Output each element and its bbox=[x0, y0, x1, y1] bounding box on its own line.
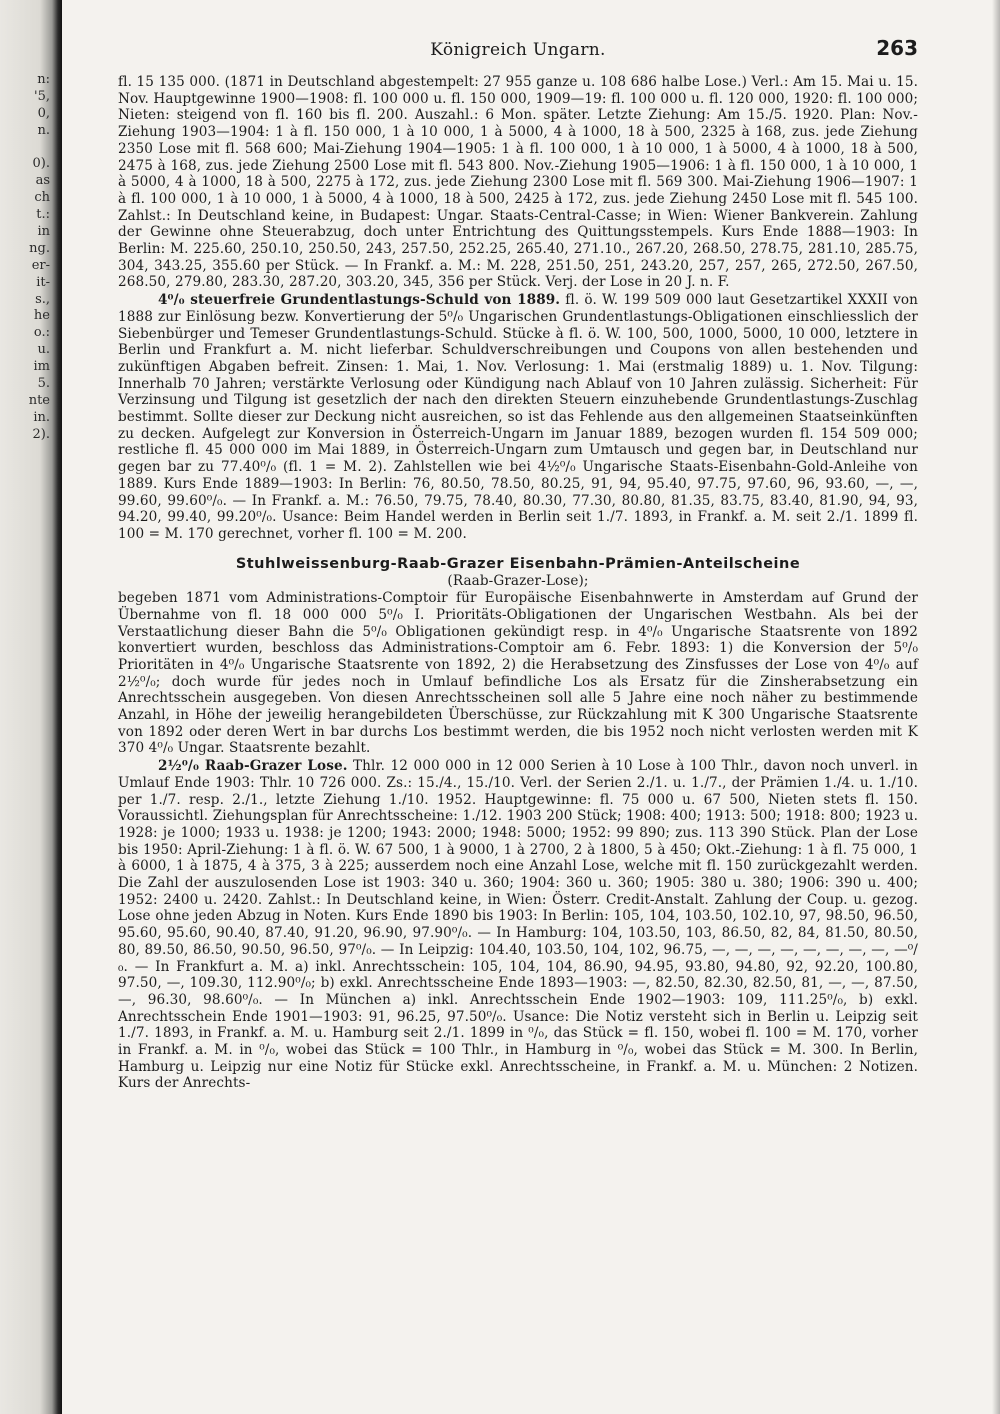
fragment-line: n: bbox=[37, 72, 50, 87]
paragraph-grundentlastungs-schuld bbox=[118, 292, 918, 543]
fragment-line: as bbox=[35, 173, 50, 189]
fragment-line: in. bbox=[33, 409, 50, 425]
fragment-line: er- bbox=[31, 257, 50, 273]
fragment-line: ng. bbox=[29, 240, 50, 256]
fragment-line: o.: bbox=[33, 325, 50, 341]
fragment-line: ch bbox=[34, 190, 50, 206]
entry-body: fl. ö. W. 199 509 000 laut Gesetzartikel XXXII von 1888 zur Einlösung bezw. Konvertierung der 5⁰/₀ Ungarischen Grundentlastungs-Obligationen einschliesslich der Siebenbürger und Temeser Grundentlastungs-Schuld. Stücke à fl. ö. W. 100, 500, 1000, 5000, 10 000, letztere in Berlin und Frankfurt a. M. nicht lieferbar. Schuldverschreibungen und Coupons von allen bestehenden und zukünftigen Abgaben befreit. Zinsen: 1. Mai, 1. Nov. Verlosung: 1. Mai (erstmalig 1889) u. 1. Nov. Tilgung: Innerhalb 70 Jahren; verstärkte Verlosung oder Kündigung nach Ablauf von 10 Jahren zulässig. Sicherheit: Für Verzinsung und Tilgung ist gesetzlich der nach den direkten Steuern einzuhebende Grundentlastungs-Zuschlag bestimmt. Sollte dieser zur Deckung nicht ausreichen, so ist das Fehlende aus den allgemeinen Staatseinkünften zu decken. Aufgelegt zur Konversion in Österreich-Ungarn im Januar 1889, bezogen wurden fl. 154 509 000; restliche fl. 45 000 000 im Mai 1889, in Österreich-Ungarn zum Umtausch und gegen bar, in Deutschland nur gegen bar zu 77.40⁰/₀ (fl. 1 = M. 2). Zahlstellen wie bei 4½⁰/₀ Ungarische Staats-Eisenbahn-Gold-Anleihe von 1889. Kurs Ende 1889—1903: In Berlin: 76, 80.50, 78.50, 80.25, 91, 94, 95.40, 97.75, 97.60, 96, 93.60, —, —, 99.60, 99.60⁰/₀. — In Frankf. a. M.: 76.50, 79.75, 78.40, 80.30, 77.30, 80.80, 81.35, 83.75, 83.40, 81.90, 94, 93, 94.20, 99.40, 99.20⁰/₀. Usance: Beim Handel werden in Berlin seit 1./7. 1893, in Frankf. a. M. seit 2./1. 1899 fl. 100 = M. 170 gerechnet, vorher fl. 100 = M. 200. bbox=[118, 292, 919, 542]
running-head: Königreich Ungarn. bbox=[430, 40, 606, 60]
fragment-line: 0, bbox=[37, 105, 50, 121]
entry-body: Thlr. 12 000 000 in 12 000 Serien à 10 Lose à 100 Thlr., davon noch unverl. in Umlauf Ende 1903: Thlr. 10 726 000. Zs.: 15./4., 15./10. Verl. der Serien 2./1. u. 1./7., der Prämien 1./4. u. 1./10. per 1./7. resp. 2./1., letzte Ziehung 1./10. 1952. Hauptgewinne: fl. 75 000 u. 67 500, Nieten stets fl. 150. Voraussichtl. Ziehungsplan für Anrechtsscheine: 1./12. 1903 200 Stück; 1908: 400; 1913: 500; 1918: 800; 1923 u. 1928: je 1000; 1933 u. 1938: je 1200; 1943: 2000; 1948: 5000; 1952: 99 890; zus. 113 390 Stück. Plan der Lose bis 1950: April-Ziehung: 1 à fl. ö. W. 67 500, 1 à 9000, 1 à 2700, 2 à 1800, 5 à 450; Okt.-Ziehung: 1 à fl. 75 000, 1 à 6000, 1 à 1875, 4 à 375, 3 à 225; ausserdem noch eine Anzahl Lose, welche mit fl. 150 zurückgezahlt werden. Die Zahl der auszulosenden Lose ist 1903: 340 u. 360; 1904: 360 u. 360; 1905: 380 u. 380; 1906: 390 u. 400; 1952: 2400 u. 2420. Zahlst.: In Deutschland keine, in Wien: Österr. Credit-Anstalt. Zahlung der Coup. u. gezog. Lose ohne jeden Abzug in Noten. Kurs Ende 1890 bis 1903: In Berlin: 105, 104, 103.50, 102.10, 97, 98.50, 96.50, 95.60, 95.60, 90.40, 87.40, 91.20, 96.90, 97.90⁰/₀. — In Hamburg: 104, 103.50, 103, 86.50, 82, 84, 81.50, 80.50, 80, 89.50, 86.50, 90.50, 96.50, 97⁰/₀. — In Leipzig: 104.40, 103.50, 104, 102, 96.75, —, —, —, —, —, —, —, —, —⁰/₀. — In Frankfurt a. M. a) inkl. Anrechtsschein: 105, 104, 104, 86.90, 94.95, 93.80, 94.80, 92, 92.20, 100.80, 97.50, —, 109.30, 112.90⁰/₀; b) exkl. Anrechtsscheine Ende 1893—1903: —, 82.50, 82.30, 82.50, 81, —, —, 87.50, —, 96.30, 98.60⁰/₀. — In München a) inkl. Anrechtsschein Ende 1902—1903: 109, 111.25⁰/₀, b) exkl. Anrechtsschein Ende 1901—1903: 91, 96.25, 97.50⁰/₀. Usance: Die Notiz versteht sich in Berlin u. Leipzig seit 1./7. 1893, in Frankf. a. M. u. Hamburg seit 2./1. 1899 in ⁰/₀, das Stück = fl. 150, wobei fl. 100 = M. 170, vorher in Frankf. a. M. in ⁰/₀, wobei das Stück = 100 Thlr., in Hamburg in ⁰/₀, wobei das Stück = M. 300. In Berlin, Hamburg u. Leipzig nur eine Notiz für Stücke exkl. Anrechtsscheine, in Frankf. a. M. u. München: 2 Notizen. Kurs der Anrechts- bbox=[118, 758, 918, 1092]
fragment-line: t.: bbox=[36, 207, 50, 223]
entry-heading: 2½⁰/₀ Raab-Grazer Lose. bbox=[158, 758, 348, 775]
fragment-line: s., bbox=[35, 291, 50, 307]
page-number: 263 bbox=[876, 36, 918, 60]
fragment-line: u. bbox=[37, 342, 50, 358]
previous-page-fragments bbox=[0, 72, 50, 444]
fragment-line: im bbox=[33, 359, 50, 375]
fragment-line: n. bbox=[37, 122, 50, 138]
fragment-line: nte bbox=[28, 392, 50, 408]
fragment-line: 5. bbox=[37, 376, 50, 392]
paragraph-lottery-loan-continued: fl. 15 135 000. (1871 in Deutschland abgestempelt: 27 955 ganze u. 108 686 halbe Lose.) Verl.: Am 15. Mai u. 15. Nov. Hauptgewinne 1900—1908: fl. 100 000 u. fl. 150 000, 1909—19: fl. 100 000 u. fl. 120 000, 1920: fl. 100 000; Nieten: steigend von fl. 160 bis fl. 200. Auszahl.: 6 Mon. später. Letzte Ziehung: Am 15./5. 1920. Plan: Nov.-Ziehung 1903—1904: 1 à fl. 150 000, 1 à 10 000, 1 à 5000, 4 à 1000, 18 à 500, 2325 à 168, zus. jede Ziehung 2350 Lose mit fl. 568 600; Mai-Ziehung 1904—1905: 1 à fl. 100 000, 1 à 10 000, 1 à 5000, 4 à 1000, 18 à 500, 2475 à 168, zus. jede Ziehung 2500 Lose mit fl. 543 800. Nov.-Ziehung 1905—1906: 1 à fl. 150 000, 1 à 10 000, 1 à 5000, 4 à 1000, 18 à 500, 2275 à 172, zus. jede Ziehung 2300 Lose mit fl. 569 300. Mai-Ziehung 1906—1907: 1 à fl. 100 000, 1 à 10 000, 1 à 5000, 4 à 1000, 18 à 500, 2425 à 172, zus. jede Ziehung 2450 Lose mit fl. 545 100. Zahlst.: In Deutschland keine, in Budapest: Ungar. Staats-Central-Casse; in Wien: Wiener Bankverein. Zahlung der Gewinne ohne Steuerabzug, doch unter Entrichtung des Quittungsstempels. Kurs Ende 1888—1903: In Berlin: M. 225.60, 250.10, 250.50, 243, 257.50, 252.25, 265.40, 271.10., 267.20, 268.50, 278.75, 281.10, 285.75, 304, 343.25, 355.60 per Stück. — In Frankf. a. M.: M. 228, 251.50, 251, 243.20, 257, 257, 265, 272.50, 267.50, 268.50, 279.80, 283.30, 287.20, 303.20, 345, 356 per Stück. Verj. der Lose in 20 J. n. F. bbox=[118, 74, 918, 291]
fragment-line bbox=[0, 140, 50, 157]
entry-heading: 4⁰/₀ steuerfreie Grundentlastungs-Schuld von 1889. bbox=[158, 292, 561, 309]
page-body bbox=[118, 74, 918, 1092]
section-title: Stuhlweissenburg-Raab-Grazer Eisenbahn-Prämien-Anteilscheine bbox=[235, 555, 801, 572]
section-subtitle: (Raab-Grazer-Lose); bbox=[447, 573, 589, 590]
paragraph-raab-grazer-lose bbox=[118, 758, 918, 1092]
fragment-line: it- bbox=[36, 274, 50, 290]
fragment-line: in bbox=[37, 224, 50, 240]
fragment-line: he bbox=[33, 308, 50, 324]
page-header bbox=[118, 36, 918, 66]
fragment-line: '5, bbox=[34, 88, 50, 104]
page-edge-shadow bbox=[992, 0, 1000, 1414]
paragraph-raab-grazer-intro: begeben 1871 vom Administrations-Comptoir für Europäische Eisenbahnwerte in Amsterdam auf Grund der Übernahme von fl. 18 000 000 5⁰/₀ I. Prioritäts-Obligationen der Ungarischen Westbahn. Als bei der Verstaatlichung dieser Bahn die 5⁰/₀ Obligationen gekündigt resp. in 4⁰/₀ Ungarische Staatsrente von 1892 konvertiert wurden, beschloss das Administrations-Comptoir am 6. Febr. 1893: 1) die Konversion der 5⁰/₀ Prioritäten in 4⁰/₀ Ungarische Staatsrente von 1892, 2) die Herabsetzung des Zinsfusses der Lose von 4⁰/₀ auf 2½⁰/₀; doch wurde für jedes noch in Umlauf befindliche Los als Ersatz für die Zinsherabsetzung ein Anrechtsschein ausgegeben. Von diesen Anrechtsscheinen soll alle 5 Jahre eine noch näher zu bestimmende Anzahl, in Höhe der jeweilig herangebildeten Überschüsse, zur Rückzahlung mit K 300 Ungarische Staatsrente von 1892 oder deren Wert in bar durchs Los bestimmt werden, die bis 1952 noch nicht verlosten werden mit K 370 4⁰/₀ Ungar. Staatsrente bezahlt. bbox=[118, 590, 918, 757]
fragment-line: 2). bbox=[32, 426, 50, 442]
fragment-line: 0). bbox=[32, 156, 50, 172]
